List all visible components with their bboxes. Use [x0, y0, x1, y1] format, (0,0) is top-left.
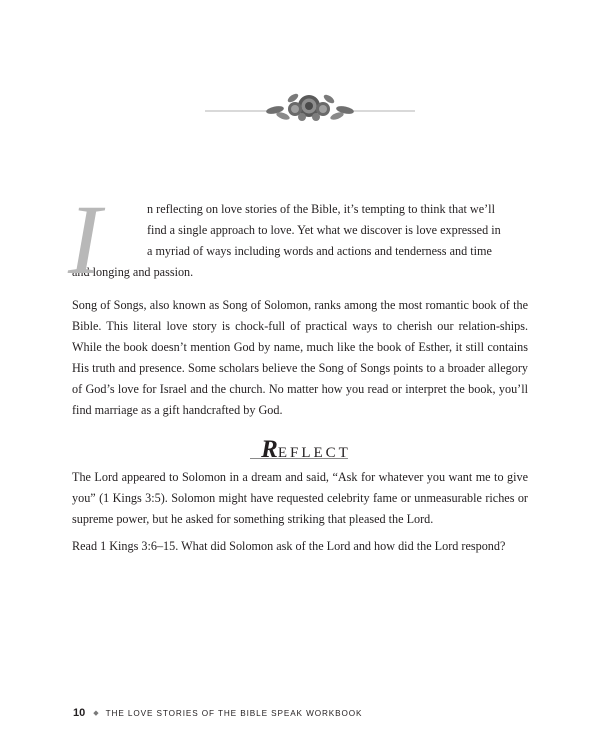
- paragraph-solomon-dream: The Lord appeared to Solomon in a dream and said, “Ask for whatever you want me to give you” (1 Kings 3:5). Solomon might have requested celebrity fame or unmeasurable riches or supreme power, but he asked for something striking that pleased the Lord.: [72, 470, 528, 526]
- footer-bullet-icon: ◆: [93, 710, 99, 717]
- svg-text:I: I: [68, 193, 102, 289]
- intro-line-3: a myriad of ways including words and actions and tenderness and time: [147, 244, 492, 258]
- floral-ornament-icon: [205, 86, 415, 126]
- page-footer: [73, 707, 362, 719]
- intro-line-1: n reflecting on love stories of the Bible, it’s tempting to think that we’ll: [147, 202, 495, 216]
- footer-book-title: THE LOVE STORIES OF THE BIBLE SPEAK WORKBOOK: [105, 708, 363, 718]
- drop-cap-letter: [62, 193, 138, 289]
- paragraph-question: Read 1 Kings 3:6–15. What did Solomon ask of the Lord and how did the Lord respond?: [72, 539, 506, 553]
- reflect-initial: R: [261, 436, 278, 463]
- paragraph-song-of-songs: Song of Songs, also known as Song of Solomon, ranks among the most romantic book of the Bible. This literal love story is chock-full of practical ways to cherish our relation-ships. While the book doesn’t mention God by name, much like the book of Esther, it still contains His truth and presence. Some scholars believe the Song of Songs points to a broader allegory of God’s love for Israel and the church. No matter how you read or interpret the book, you’ll find marriage as a gift handcrafted by God.: [72, 298, 528, 417]
- intro-paragraph: [68, 193, 528, 289]
- reflect-heading: [0, 434, 612, 464]
- page-number: 10: [73, 707, 86, 719]
- intro-line-4: and longing and passion.: [72, 265, 194, 279]
- intro-line-2: find a single approach to love. Yet what we discover is love expressed in: [147, 223, 501, 237]
- reflect-rest: EFLECT: [277, 445, 351, 461]
